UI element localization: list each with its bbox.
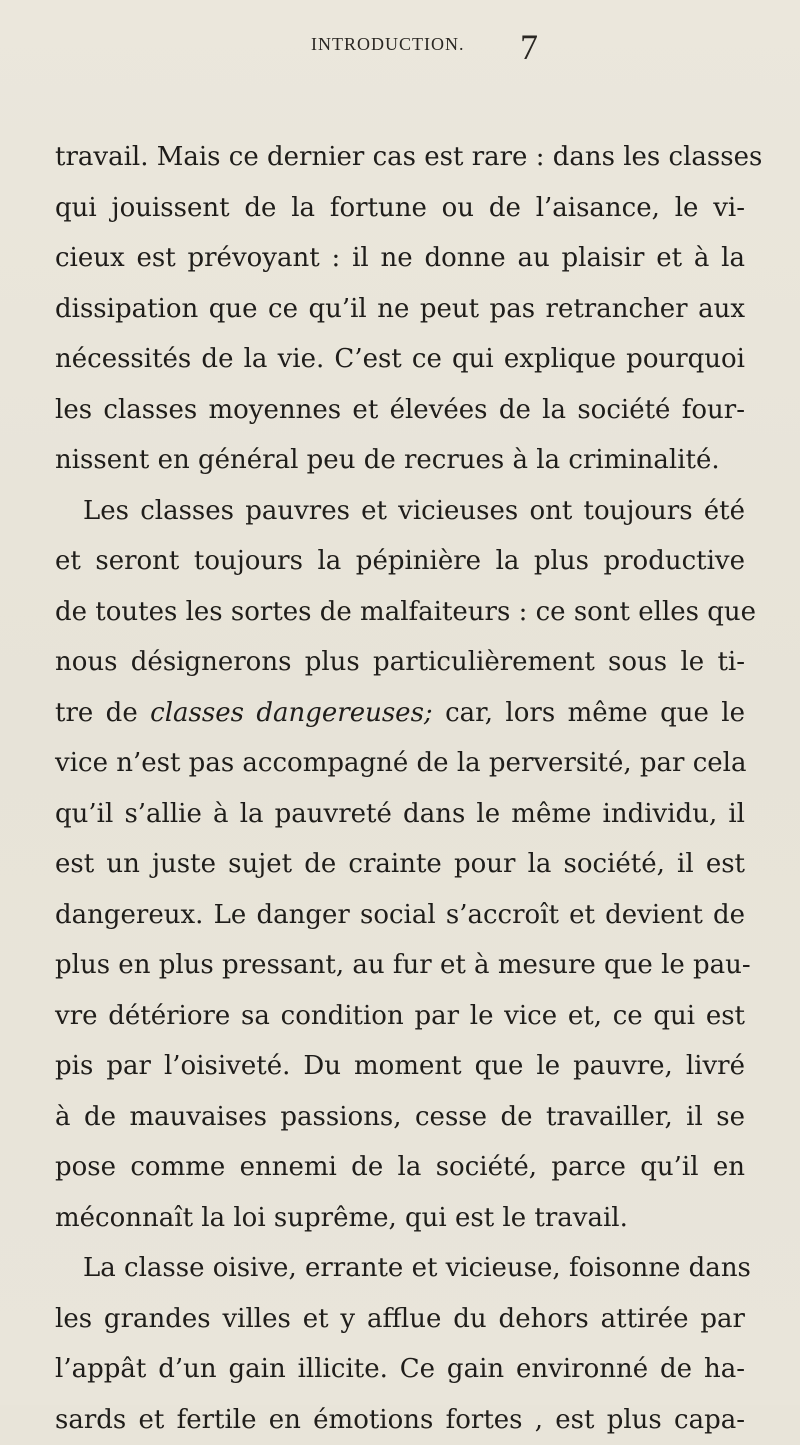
running-head-title: INTRODUCTION. <box>311 34 464 55</box>
running-head <box>0 22 800 62</box>
text-line: travail. Mais ce dernier cas est rare : dans les classes <box>55 132 745 183</box>
text-line: Les classes pauvres et vicieuses ont toujours été <box>55 486 745 537</box>
page-number: 7 <box>520 26 538 68</box>
text-line: vre détériore sa condition par le vice et, ce qui est <box>55 991 745 1042</box>
text-line: nissent en général peu de recrues à la criminalité. <box>55 435 745 486</box>
text-line: de toutes les sortes de malfaiteurs : ce sont elles que <box>55 587 745 638</box>
text-line: La classe oisive, errante et vicieuse, foisonne dans <box>55 1243 745 1294</box>
text-line: plus en plus pressant, au fur et à mesure que le pau- <box>55 940 745 991</box>
text-line: les classes moyennes et élevées de la société four- <box>55 385 745 436</box>
text-fragment: car, lors même que le <box>433 698 745 728</box>
text-line: sards et fertile en émotions fortes , est plus capa- <box>55 1395 745 1445</box>
text-line: qui jouissent de la fortune ou de l’aisance, le vi- <box>55 183 745 234</box>
text-line-titre <box>55 688 745 739</box>
italic-term: classes dangereuses; <box>150 698 433 728</box>
text-line: cieux est prévoyant : il ne donne au plaisir et à la <box>55 233 745 284</box>
text-line: les grandes villes et y afflue du dehors attirée par <box>55 1294 745 1345</box>
text-fragment: tre de <box>55 698 150 728</box>
text-line: dangereux. Le danger social s’accroît et devient de <box>55 890 745 941</box>
text-line: est un juste sujet de crainte pour la société, il est <box>55 839 745 890</box>
text-line: l’appât d’un gain illicite. Ce gain environné de ha- <box>55 1344 745 1395</box>
text-line: à de mauvaises passions, cesse de travailler, il se <box>55 1092 745 1143</box>
text-line: nécessités de la vie. C’est ce qui explique pourquoi <box>55 334 745 385</box>
text-line: vice n’est pas accompagné de la perversité, par cela <box>55 738 745 789</box>
text-line: pis par l’oisiveté. Du moment que le pauvre, livré <box>55 1041 745 1092</box>
text-line: pose comme ennemi de la société, parce qu’il en <box>55 1142 745 1193</box>
text-line: méconnaît la loi suprême, qui est le travail. <box>55 1193 745 1244</box>
text-line: nous désignerons plus particulièrement sous le ti- <box>55 637 745 688</box>
text-line: et seront toujours la pépinière la plus productive <box>55 536 745 587</box>
body-text <box>55 132 745 1445</box>
text-line: dissipation que ce qu’il ne peut pas retrancher aux <box>55 284 745 335</box>
text-line: qu’il s’allie à la pauvreté dans le même individu, il <box>55 789 745 840</box>
